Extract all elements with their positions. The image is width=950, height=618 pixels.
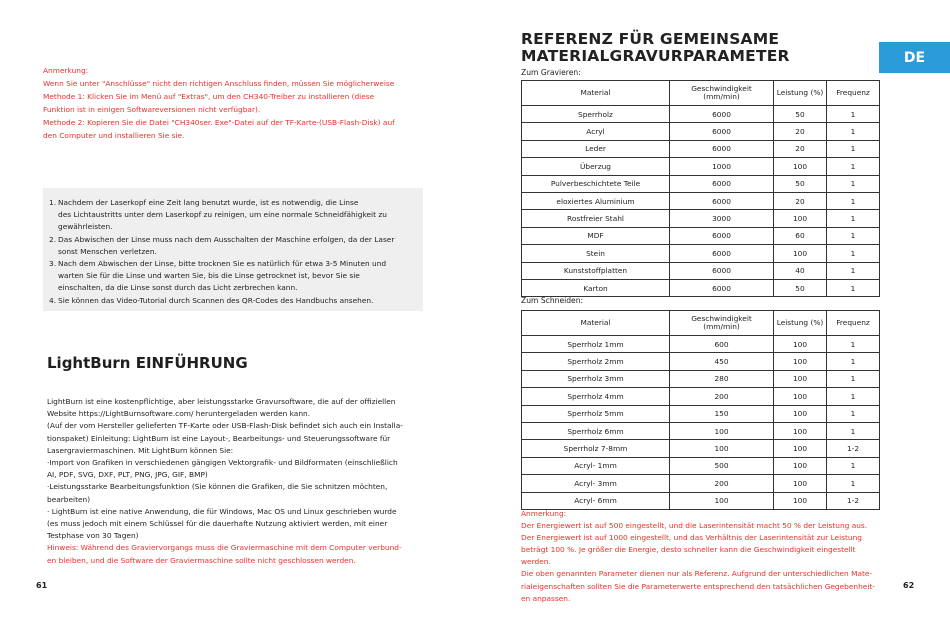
cell-frequency: 1 [827,475,880,492]
table-row [522,262,880,279]
right-page [475,0,950,618]
col-header-material: Material [522,81,670,106]
cell-power: 100 [774,158,827,175]
col-header-material: Material [522,311,670,336]
note-line: Anmerkung: [43,66,89,75]
table-row [522,422,880,439]
cell-frequency: 1 [827,422,880,439]
table-row [522,140,880,157]
engrave-table [521,80,880,297]
hint-line: Hinweis: Während des Graviervorgangs muss die Graviermaschine mit dem Computer verbund- [47,543,402,553]
table-row [522,210,880,227]
cell-frequency: 1 [827,210,880,227]
cell-power: 20 [774,123,827,140]
cell-speed: 100 [670,440,774,457]
cell-material: Sperrholz 3mm [522,370,670,387]
cell-material: Überzug [522,158,670,175]
cell-speed: 100 [670,492,774,509]
cell-frequency: 1 [827,227,880,244]
table-row [522,227,880,244]
cell-material: Acryl- 3mm [522,475,670,492]
lightburn-title: LightBurn EINFÜHRUNG [47,354,248,372]
col-header-power: Leistung (%) [774,311,827,336]
table-row [522,370,880,387]
cell-power: 100 [774,440,827,457]
col-header-power: Leistung (%) [774,81,827,106]
cell-material: Acryl [522,123,670,140]
cell-power: 100 [774,405,827,422]
cell-power: 100 [774,492,827,509]
cell-power: 100 [774,245,827,262]
cell-frequency: 1-2 [827,440,880,457]
table-row [522,388,880,405]
lens-maintenance-box [43,188,423,311]
cell-frequency: 1 [827,388,880,405]
cell-power: 20 [774,140,827,157]
cell-speed: 450 [670,353,774,370]
col-header-speed: Geschwindigkeit (mm/min) [670,81,774,106]
cell-power: 20 [774,192,827,209]
table-row [522,336,880,353]
cell-power: 100 [774,370,827,387]
cell-speed: 6000 [670,245,774,262]
cell-speed: 100 [670,422,774,439]
cell-frequency: 1 [827,370,880,387]
note-line: den Computer und installieren Sie sie. [43,131,185,140]
table-row [522,440,880,457]
cell-material: Kunststoffplatten [522,262,670,279]
table-row [522,475,880,492]
note-line: Funktion ist in einigen Softwareversionen nicht verfügbar). [43,105,261,114]
table-row [522,353,880,370]
cell-speed: 600 [670,336,774,353]
cell-speed: 6000 [670,262,774,279]
energy-note: Anmerkung: Der Energiewert ist auf 500 eingestellt, und die Laserintensität macht 50 % der Leistung aus. Der Energiewert ist auf 1000 eingestellt, und das Verhältnis der Laserintensität zur Leistung beträgt 100 %. Je größer die Energie, desto schneller kann die Geschwindigkeit eingestellt werden. Die oben genannten Parameter dienen nur als Referenz. Aufgrund der unterschiedlichen Mate- rialeigenschaften sollten Sie die Parameterwerte entsprechend den tatsächlichen Gegebenheit- en anpassen. [521,509,875,603]
cell-frequency: 1 [827,245,880,262]
cell-speed: 6000 [670,192,774,209]
cell-frequency: 1 [827,106,880,123]
cell-frequency: 1 [827,457,880,474]
cell-frequency: 1 [827,262,880,279]
cell-material: Rostfreier Stahl [522,210,670,227]
lightburn-intro: LightBurn ist eine kostenpflichtige, aber leistungsstarke Gravursoftware, die auf der offiziellen Website https://LightBurnsoftware.com/ heruntergeladen werden kann. (Auf der vom Hersteller gelieferten TF-Karte oder USB-Flash-Disk befindet sich auch ein Installa- tionspaket) Einleitung: LightBurn ist eine Layout-, Bearbeitungs- und Steuerungssoftware für Lasergraviermaschinen. Mit LightBurn können Sie: ·Import von Grafiken in verschiedenen gängigen Vektorgrafik- und Bildformaten (einschließlich AI, PDF, SVG, DXF, PLT, PNG, JPG, GIF, BMP) ·Leistungsstarke Bearbeitungsfunktion (Sie können die Grafiken, die Sie schnitzen möchten, bearbeiten) · LightBurn ist eine native Anwendung, die für Windows, Mac OS und Linux geschrieben wurde (es muss jedoch mit einem Schlüssel für die dauerhafte Nutzung aktiviert werden, mit einer Testphase von 30 Tagen) Hinweis: Während des Graviervorgangs muss die Graviermaschine mit dem Computer verbund- en bleiben, und die Software der Graviermaschine sollte nicht geschlossen werden. [47,396,427,567]
table-row [522,245,880,262]
note-line: Wenn Sie unter "Anschlüsse" nicht den richtigen Anschluss finden, müssen Sie möglicherweise [43,79,395,88]
table-row [522,192,880,209]
engrave-table-body [522,106,880,297]
table-row [522,158,880,175]
cut-table [521,310,880,510]
list-item: 4. Sie können das Video-Tutorial durch Scannen des QR-Codes des Handbuchs ansehen. [49,295,374,305]
cell-power: 40 [774,262,827,279]
cell-material: MDF [522,227,670,244]
cell-frequency: 1 [827,279,880,296]
cell-speed: 200 [670,475,774,492]
cell-material: eloxiertes Aluminium [522,192,670,209]
cell-power: 100 [774,422,827,439]
engrave-caption: Zum Gravieren: [521,68,581,77]
cell-frequency: 1 [827,175,880,192]
cut-table-body [522,336,880,510]
cell-power: 100 [774,457,827,474]
cell-speed: 500 [670,457,774,474]
cell-frequency: 1 [827,192,880,209]
cell-frequency: 1 [827,336,880,353]
list-item: 1. Nachdem der Laserkopf eine Zeit lang benutzt wurde, ist es notwendig, die Linse des Lichtaustritts unter dem Laserkopf zu reinigen, um eine normale Schneidfähigkeit zu gewährleisten. [49,198,387,232]
cell-material: Karton [522,279,670,296]
cell-frequency: 1 [827,140,880,157]
cell-power: 100 [774,336,827,353]
cell-power: 50 [774,175,827,192]
note-line: Methode 2: Kopieren Sie die Datei "CH340ser. Exe"-Datei auf der TF-Karte-(USB-Flash-Disk) auf [43,118,395,127]
cell-speed: 6000 [670,227,774,244]
cell-power: 100 [774,210,827,227]
table-header-row [522,311,880,336]
cell-frequency: 1-2 [827,492,880,509]
page-title: REFERENZ FÜR GEMEINSAME MATERIALGRAVURPARAMETER [521,30,790,65]
cell-material: Sperrholz 2mm [522,353,670,370]
cell-material: Sperrholz [522,106,670,123]
cell-speed: 150 [670,405,774,422]
cell-material: Sperrholz 7-8mm [522,440,670,457]
cell-frequency: 1 [827,158,880,175]
cell-power: 60 [774,227,827,244]
cell-frequency: 1 [827,353,880,370]
cell-speed: 6000 [670,140,774,157]
cell-material: Sperrholz 6mm [522,422,670,439]
table-row [522,175,880,192]
cell-speed: 6000 [670,123,774,140]
table-row [522,405,880,422]
cell-speed: 6000 [670,279,774,296]
cell-material: Leder [522,140,670,157]
cell-material: Acryl- 6mm [522,492,670,509]
language-tab: DE [879,42,950,73]
list-item: 3. Nach dem Abwischen der Linse, bitte trocknen Sie es natürlich für etwa 3-5 Minuten und warten Sie für die Linse und warten Sie, bis die Linse getrocknet ist, bevor Sie sie einschalten, da die Linse sonst durch das Licht zerbrechen kann. [49,259,387,293]
cell-power: 100 [774,353,827,370]
page-number-left: 61 [36,581,48,590]
cell-speed: 1000 [670,158,774,175]
cell-material: Sperrholz 1mm [522,336,670,353]
cell-power: 50 [774,106,827,123]
cut-caption: Zum Schneiden: [521,296,584,305]
table-row [522,279,880,296]
list-item: 2. Das Abwischen der Linse muss nach dem Ausschalten der Maschine erfolgen, da der Laser sonst Menschen verletzen. [49,234,395,256]
cell-frequency: 1 [827,123,880,140]
col-header-frequency: Frequenz [827,311,880,336]
table-row [522,457,880,474]
col-header-frequency: Frequenz [827,81,880,106]
table-header-row [522,81,880,106]
page-number-right: 62 [903,581,915,590]
cell-speed: 3000 [670,210,774,227]
cell-material: Sperrholz 5mm [522,405,670,422]
col-header-speed: Geschwindigkeit (mm/min) [670,311,774,336]
cell-power: 50 [774,279,827,296]
cell-speed: 200 [670,388,774,405]
port-note [43,64,428,142]
cell-frequency: 1 [827,405,880,422]
cell-speed: 280 [670,370,774,387]
cell-speed: 6000 [670,175,774,192]
cell-power: 100 [774,388,827,405]
cell-material: Stein [522,245,670,262]
hint-line: en bleiben, und die Software der Graviermaschine sollte nicht geschlossen werden. [47,555,356,565]
note-line: Methode 1: Klicken Sie im Menü auf "Extras", um den CH340-Treiber zu installieren (diese [43,92,375,101]
cell-material: Sperrholz 4mm [522,388,670,405]
table-row [522,492,880,509]
cell-material: Acryl- 1mm [522,457,670,474]
table-row [522,123,880,140]
table-row [522,106,880,123]
cell-power: 100 [774,475,827,492]
cell-material: Pulverbeschichtete Teile [522,175,670,192]
cell-speed: 6000 [670,106,774,123]
